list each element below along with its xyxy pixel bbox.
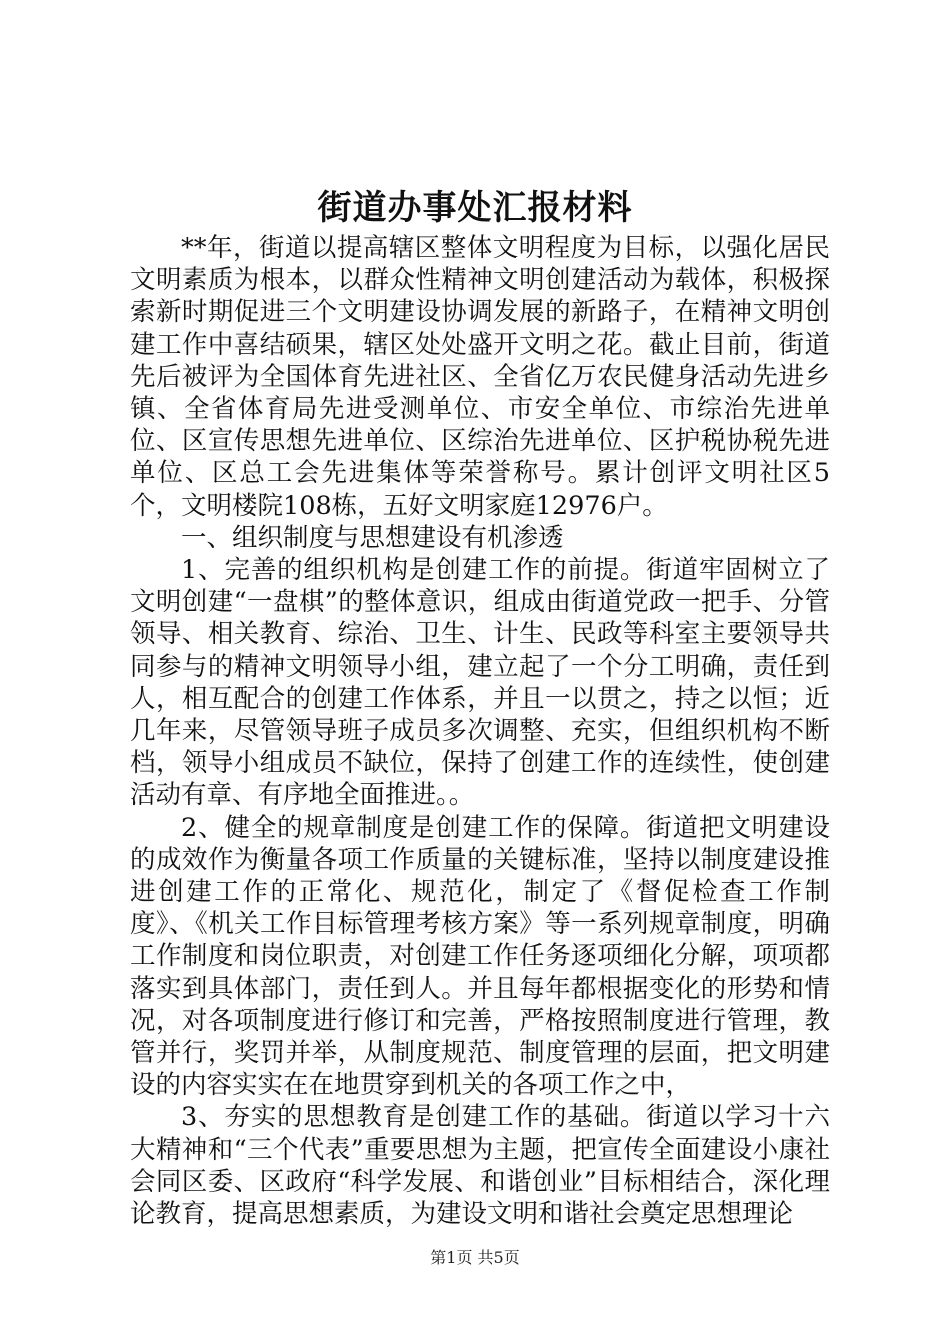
document-body [130, 232, 830, 1230]
paragraph-ideology: 3、夯实的思想教育是创建工作的基础。街道以学习十六大精神和“三个代表”重要思想为主题，把宣传全面建设小康社会同区委、区政府“科学发展、和谐创业”目标相结合，深化理论教育，提高思想素质，为建设文明和谐社会奠定思想理论 [130, 1102, 830, 1230]
paragraph-regulations: 2、健全的规章制度是创建工作的保障。街道把文明建设的成效作为衡量各项工作质量的关键标准，坚持以制度建设推进创建工作的正常化、规范化，制定了《督促检查工作制度》、《机关工作目标管理考核方案》等一系列规章制度，明确工作制度和岗位职责，对创建工作任务逐项细化分解，项项都落实到具体部门，责任到人。并且每年都根据变化的形势和情况，对各项制度进行修订和完善，严格按照制度进行管理，教管并行，奖罚并举，从制度规范、制度管理的层面，把文明建设的内容实实在在地贯穿到机关的各项工作之中， [130, 812, 830, 1101]
page-number-footer: 第1页 共5页 [430, 1248, 520, 1267]
intro-paragraph: **年，街道以提高辖区整体文明程度为目标，以强化居民文明素质为根本，以群众性精神文明创建活动为载体，积极探索新时期促进三个文明建设协调发展的新路子，在精神文明创建工作中喜结硕果，辖区处处盛开文明之花。截止目前，街道先后被评为全国体育先进社区、全省亿万农民健身活动先进乡镇、全省体育局先进受测单位、市安全单位、市综治先进单位、区宣传思想先进单位、区综治先进单位、区护税协税先进单位、区总工会先进集体等荣誉称号。累计创评文明社区5个，文明楼院108栋，五好文明家庭12976户。 [130, 233, 830, 521]
section-heading: 一、组织制度与思想建设有机渗透 [181, 522, 564, 553]
paragraph-organization: 1、完善的组织机构是创建工作的前提。街道牢固树立了文明创建“一盘棋”的整体意识，组成由街道党政一把手、分管领导、相关教育、综治、卫生、计生、民政等科室主要领导共同参与的精神文明领导小组，建立起了一个分工明确，责任到人，相互配合的创建工作体系，并且一以贯之，持之以恒；近几年来，尽管领导班子成员多次调整、充实，但组织机构不断档，领导小组成员不缺位，保持了创建工作的连续性，使创建活动有章、有序地全面推进。。 [130, 555, 830, 811]
document-title: 街道办事处汇报材料 [317, 188, 633, 228]
